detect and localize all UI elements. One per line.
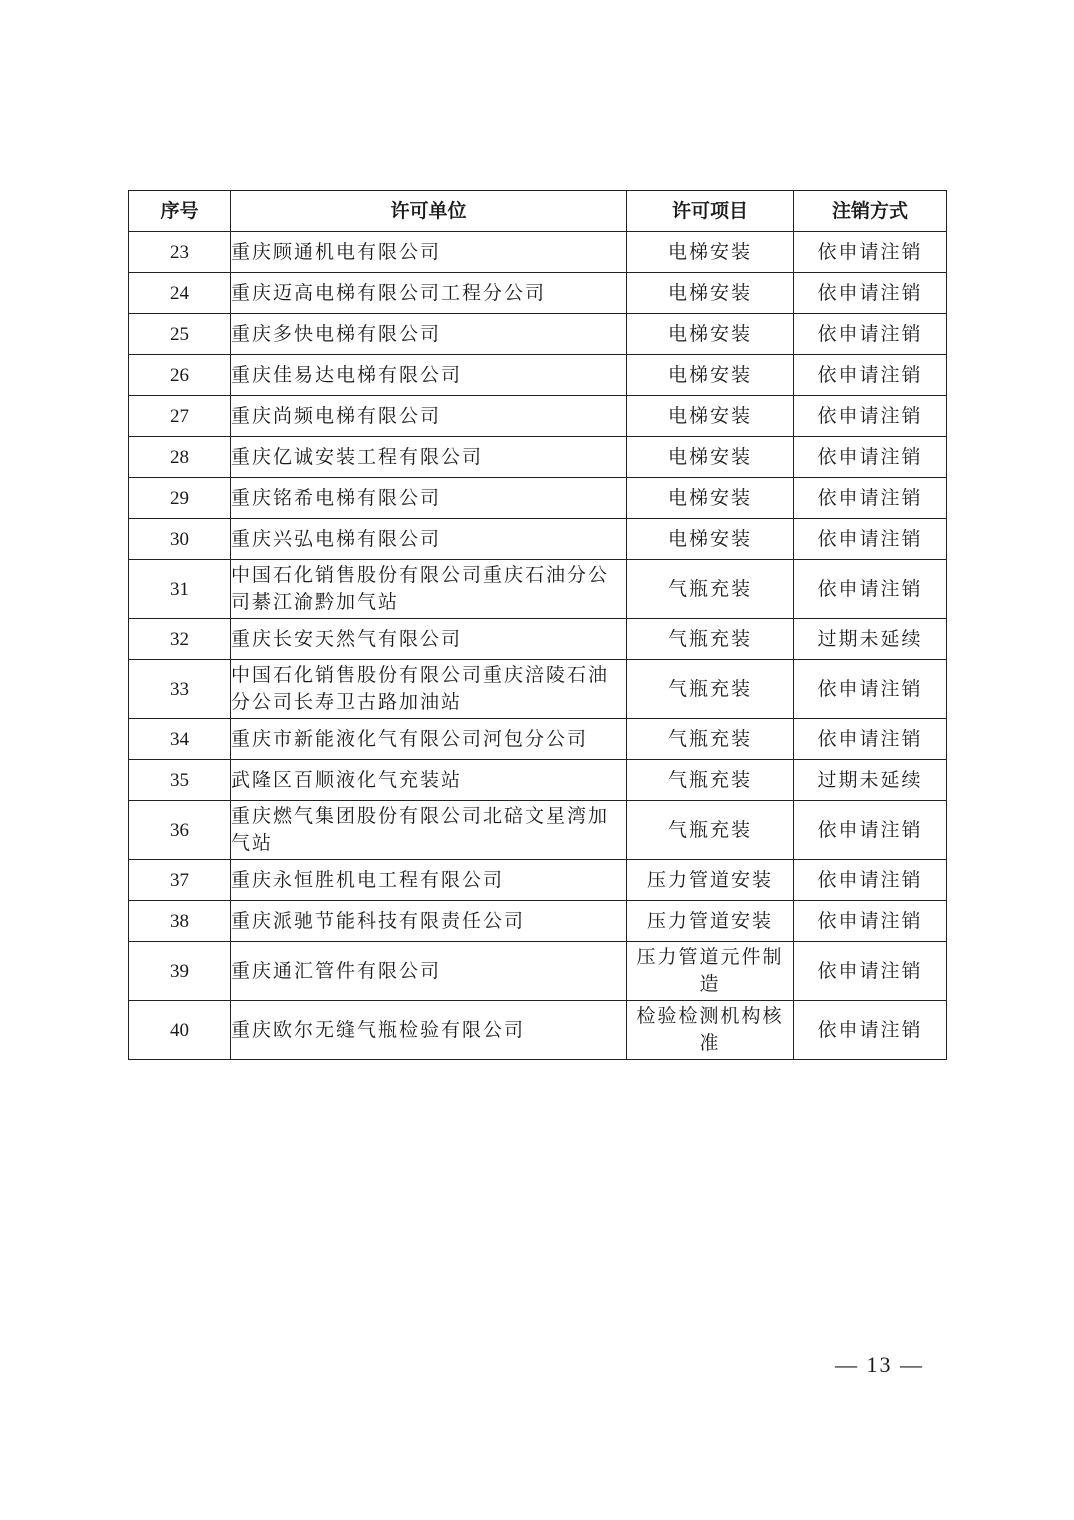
table-row [129, 232, 947, 273]
cell-no: 35 [129, 760, 231, 801]
cell-unit: 重庆市新能液化气有限公司河包分公司 [231, 719, 627, 760]
cell-item: 气瓶充装 [627, 660, 794, 719]
table-row [129, 619, 947, 660]
cell-unit: 中国石化销售股份有限公司重庆涪陵石油分公司长寿卫古路加油站 [231, 660, 627, 719]
table-row [129, 942, 947, 1001]
cell-method: 依申请注销 [794, 437, 947, 478]
cell-no: 28 [129, 437, 231, 478]
cell-unit: 重庆迈高电梯有限公司工程分公司 [231, 273, 627, 314]
cell-no: 33 [129, 660, 231, 719]
cell-item: 电梯安装 [627, 478, 794, 519]
cell-method: 依申请注销 [794, 478, 947, 519]
cell-method: 过期未延续 [794, 760, 947, 801]
cell-no: 26 [129, 355, 231, 396]
cell-method: 依申请注销 [794, 314, 947, 355]
cell-unit: 重庆燃气集团股份有限公司北碚文星湾加气站 [231, 801, 627, 860]
cell-item: 电梯安装 [627, 273, 794, 314]
table-row [129, 660, 947, 719]
cell-item: 电梯安装 [627, 437, 794, 478]
table-row [129, 355, 947, 396]
cell-unit: 重庆佳易达电梯有限公司 [231, 355, 627, 396]
cell-item: 气瓶充装 [627, 719, 794, 760]
cell-unit: 重庆永恒胜机电工程有限公司 [231, 860, 627, 901]
cell-no: 31 [129, 560, 231, 619]
header-item: 许可项目 [627, 191, 794, 232]
cell-method: 依申请注销 [794, 1001, 947, 1060]
table-row [129, 437, 947, 478]
table-row [129, 519, 947, 560]
cell-no: 25 [129, 314, 231, 355]
cell-item: 气瓶充装 [627, 560, 794, 619]
cell-unit: 重庆铭希电梯有限公司 [231, 478, 627, 519]
cell-unit: 重庆兴弘电梯有限公司 [231, 519, 627, 560]
cell-item: 电梯安装 [627, 355, 794, 396]
cell-item: 压力管道安装 [627, 860, 794, 901]
cell-method: 依申请注销 [794, 560, 947, 619]
table-row [129, 396, 947, 437]
cell-no: 23 [129, 232, 231, 273]
cell-method: 依申请注销 [794, 232, 947, 273]
cell-unit: 重庆顾通机电有限公司 [231, 232, 627, 273]
page-number: — 13 — [835, 1352, 924, 1377]
table-row [129, 719, 947, 760]
table-row [129, 860, 947, 901]
cell-no: 40 [129, 1001, 231, 1060]
cell-item: 气瓶充装 [627, 760, 794, 801]
cell-unit: 重庆尚频电梯有限公司 [231, 396, 627, 437]
cell-unit: 重庆派驰节能科技有限责任公司 [231, 901, 627, 942]
cell-item: 电梯安装 [627, 396, 794, 437]
table-row [129, 1001, 947, 1060]
cell-item: 气瓶充装 [627, 801, 794, 860]
cell-unit: 重庆多快电梯有限公司 [231, 314, 627, 355]
cell-unit: 重庆长安天然气有限公司 [231, 619, 627, 660]
cell-unit: 武隆区百顺液化气充装站 [231, 760, 627, 801]
cell-no: 32 [129, 619, 231, 660]
header-no: 序号 [129, 191, 231, 232]
permit-cancellation-table [128, 190, 947, 1060]
cell-unit: 中国石化销售股份有限公司重庆石油分公司綦江渝黔加气站 [231, 560, 627, 619]
cell-method: 依申请注销 [794, 860, 947, 901]
cell-method: 依申请注销 [794, 396, 947, 437]
cell-item: 电梯安装 [627, 232, 794, 273]
cell-item: 电梯安装 [627, 314, 794, 355]
table-row [129, 560, 947, 619]
cell-item: 检验检测机构核准 [627, 1001, 794, 1060]
header-unit: 许可单位 [231, 191, 627, 232]
cell-no: 29 [129, 478, 231, 519]
table-row [129, 273, 947, 314]
cell-method: 依申请注销 [794, 660, 947, 719]
header-method: 注销方式 [794, 191, 947, 232]
cell-method: 依申请注销 [794, 719, 947, 760]
cell-method: 依申请注销 [794, 273, 947, 314]
cell-unit: 重庆欧尔无缝气瓶检验有限公司 [231, 1001, 627, 1060]
table-row [129, 801, 947, 860]
cell-item: 气瓶充装 [627, 619, 794, 660]
cell-unit: 重庆通汇管件有限公司 [231, 942, 627, 1001]
cell-method: 依申请注销 [794, 519, 947, 560]
cell-method: 依申请注销 [794, 942, 947, 1001]
cell-no: 37 [129, 860, 231, 901]
cell-item: 电梯安装 [627, 519, 794, 560]
cell-no: 39 [129, 942, 231, 1001]
cell-no: 30 [129, 519, 231, 560]
cell-item: 压力管道安装 [627, 901, 794, 942]
cell-no: 27 [129, 396, 231, 437]
cell-method: 依申请注销 [794, 901, 947, 942]
cell-unit: 重庆亿诚安装工程有限公司 [231, 437, 627, 478]
table-row [129, 478, 947, 519]
cell-method: 依申请注销 [794, 801, 947, 860]
cell-item: 压力管道元件制造 [627, 942, 794, 1001]
cell-method: 过期未延续 [794, 619, 947, 660]
cell-no: 36 [129, 801, 231, 860]
cell-no: 24 [129, 273, 231, 314]
table-row [129, 760, 947, 801]
table-row [129, 901, 947, 942]
cell-method: 依申请注销 [794, 355, 947, 396]
cell-no: 34 [129, 719, 231, 760]
table-row [129, 314, 947, 355]
table-header-row [129, 191, 947, 232]
cell-no: 38 [129, 901, 231, 942]
